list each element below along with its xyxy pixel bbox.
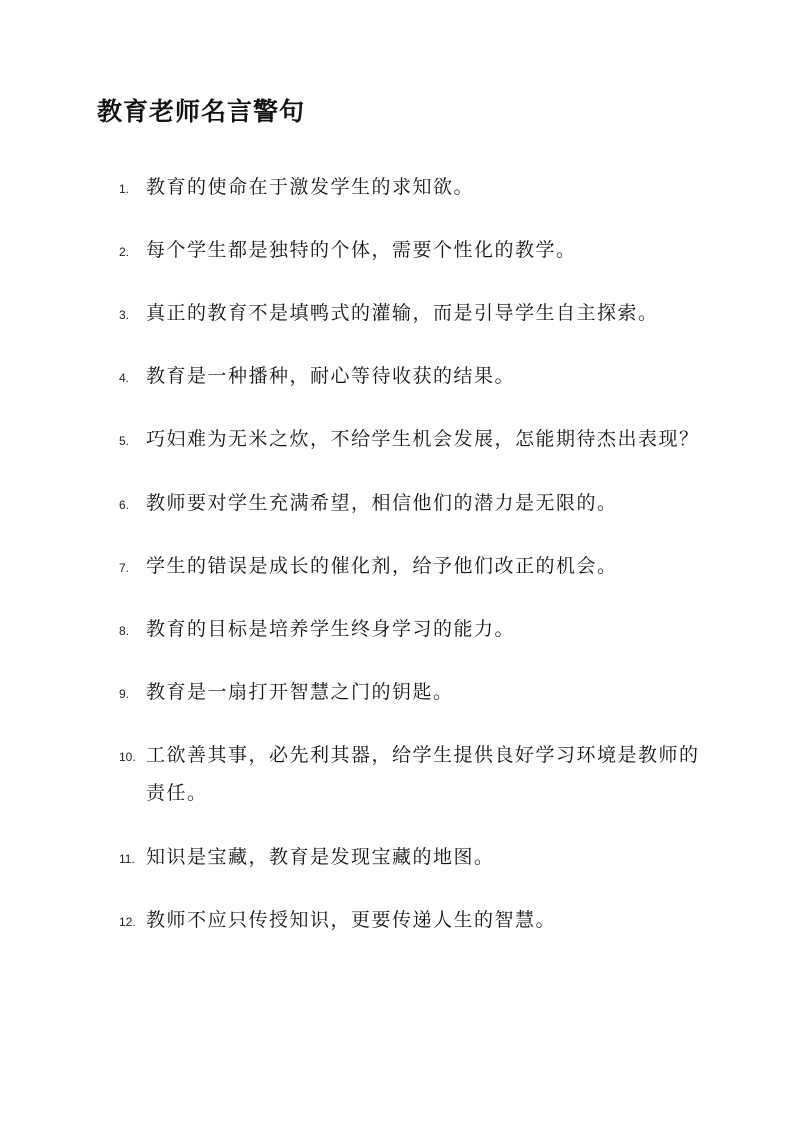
- item-number: 7.: [119, 561, 130, 575]
- item-number: 4.: [119, 371, 130, 385]
- list-item: [0, 420, 800, 458]
- item-text: 真正的教育不是填鸭式的灌输，而是引导学生自主探索。: [146, 302, 659, 324]
- list-item: [0, 838, 800, 876]
- list-item: [0, 736, 800, 812]
- list-item: [0, 901, 800, 939]
- item-text: 教育的使命在于激发学生的求知欲。: [146, 176, 475, 198]
- item-text: 教师要对学生充满希望，相信他们的潜力是无限的。: [146, 492, 618, 514]
- item-text: 巧妇难为无米之炊，不给学生机会发展，怎能期待杰出表现？: [146, 428, 700, 450]
- item-number: 1.: [119, 182, 130, 196]
- item-number: 2.: [119, 245, 130, 259]
- item-number: 6.: [119, 498, 130, 512]
- item-number: 3.: [119, 308, 130, 322]
- item-number: 10.: [119, 750, 136, 764]
- list-item: [0, 357, 800, 395]
- item-number: 11.: [119, 852, 135, 866]
- list-item: [0, 610, 800, 648]
- item-text: 教育是一种播种，耐心等待收获的结果。: [146, 365, 516, 387]
- item-text: 教师不应只传授知识，更要传递人生的智慧。: [146, 909, 557, 931]
- item-text: 教育是一扇打开智慧之门的钥匙。: [146, 681, 454, 703]
- list-item: [0, 231, 800, 269]
- list-item: [0, 294, 800, 332]
- list-item: [0, 484, 800, 522]
- list-item: [0, 673, 800, 711]
- list-item: [0, 168, 800, 206]
- item-text: 学生的错误是成长的催化剂，给予他们改正的机会。: [146, 555, 618, 577]
- item-number: 12.: [119, 915, 136, 929]
- item-text: 教育的目标是培养学生终身学习的能力。: [146, 618, 516, 640]
- item-text: 每个学生都是独特的个体，需要个性化的教学。: [146, 239, 577, 261]
- quote-list: [0, 168, 800, 964]
- item-text: 知识是宝藏，教育是发现宝藏的地图。: [146, 846, 495, 868]
- page-title: 教育老师名言警句: [97, 97, 306, 126]
- list-item: [0, 547, 800, 585]
- item-number: 9.: [119, 687, 130, 701]
- item-number: 8.: [119, 624, 130, 638]
- item-number: 5.: [119, 434, 130, 448]
- item-text: 工欲善其事，必先利其器，给学生提供良好学习环境是教师的责任。: [146, 744, 700, 804]
